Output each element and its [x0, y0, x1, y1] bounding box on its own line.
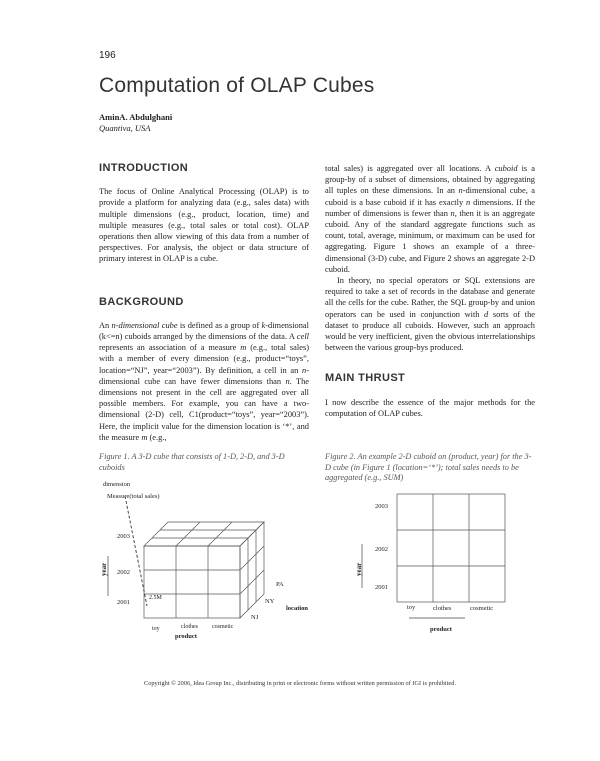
product-label-toy: toy: [407, 604, 416, 611]
main-thrust-paragraph: I now describe the essence of the major methods for the computation of OLAP cubes.: [325, 397, 535, 418]
cube-grid: [144, 522, 264, 618]
product-axis-label: product: [430, 626, 452, 633]
cell-value-label: 2.5M: [149, 595, 162, 601]
product-axis-label: product: [175, 633, 197, 640]
dimension-label: dimension: [103, 481, 131, 488]
location-label-nj: NJ: [251, 614, 259, 621]
cuboid-grid: [397, 494, 505, 602]
article-title: Computation of OLAP Cubes: [99, 74, 375, 97]
figure2-cuboid-diagram: [325, 476, 545, 646]
section-heading-main-thrust: MAIN THRUST: [325, 372, 406, 385]
year-label-2003: 2003: [375, 503, 388, 510]
location-label-ny: NY: [265, 598, 275, 605]
location-axis-label: location: [286, 605, 309, 612]
year-axis-label: year: [100, 562, 108, 576]
year-label-2001: 2001: [117, 599, 130, 606]
measure-label: Measure(total sales): [107, 493, 160, 500]
background-paragraph: An n-dimensional cube is defined as a group of k-dimensional (k<=n) cuboids arranged by the dimensions of the data. A cell represents an association of a measure m (e.g., total sales) with a member of every dimension (e.g., product=“toys”, location=“NJ”, year=“2003”). By definition, a cell in an n-dimensional cube can have fewer dimensions than n. The dimensions not present in the cell are aggregated over all possible members. For example, you can have a two-dimensional (2-D) cell, C1(product=“toys”, year=“2003”). Here, the implicit value for the dimension location is ‘*’, and the measure m (e.g.,: [99, 320, 309, 442]
product-label-toy: toy: [152, 626, 160, 632]
product-label-cosmetic: cosmetic: [212, 624, 234, 630]
figure1-caption: Figure 1. A 3-D cube that consists of 1-D, 2-D, and 3-D cuboids: [99, 452, 285, 472]
section-heading-background: BACKGROUND: [99, 295, 184, 308]
product-label-clothes: clothes: [181, 624, 198, 630]
left-column: [99, 163, 309, 453]
figure2-caption: Figure 2. An example 2-D cuboid on (product, year) for the 3-D cube (in Figure 1 (location=‘*’); total sales needs to be aggregated (e.g., SUM): [325, 452, 532, 482]
right-column: [325, 163, 535, 429]
year-axis-label: year: [355, 562, 363, 576]
copyright-footer: Copyright © 2006, Idea Group Inc., distributing in print or electronic forms without written permission of IGI is prohibited.: [144, 680, 456, 687]
cuboid-paragraph: total sales) is aggregated over all locations. A cuboid is a group-by of a subset of dimensions, obtained by aggregating all tuples on these dimensions. In an n-dimensional cube, a cuboid is a base cuboid if it has exactly n dimensions. If the number of dimensions is fewer than n, then it is an aggregate cuboid. Any of the standard aggregate functions such as count, total, average, minimum, or maximum can be used for aggregating. Figure 1 shows an example of a three-dimensional (3-D) cube, and Figure 2 shows an aggregate 2-D cuboid.: [325, 164, 536, 274]
year-label-2002: 2002: [375, 546, 388, 553]
page-number: 196: [99, 50, 116, 61]
year-label-2001: 2001: [375, 584, 388, 591]
introduction-paragraph: The focus of Online Analytical Processing (OLAP) is to provide a platform for analyzing data (e.g., sales data) with multiple dimensions (e.g., product, location, time) and multiple measures (e.g., total sales or total cost). OLAP operations then allow viewing of this data from a number of perspectives. For analysis, the object or data structure of primary interest in OLAP is a cube.: [99, 187, 309, 264]
sql-paragraph: In theory, no special operators or SQL extensions are required to take a set of records in the database and generate all the cells for the cube. Rather, the SQL group-by and union operators can be used in conjunction with d sorts of the dataset to produce all cuboids. However, such an approach would be very inefficient, given the obvious interrelationships between the various group-bys produced.: [325, 276, 536, 353]
author-name: AminA. Abdulghani: [99, 112, 173, 122]
product-label-clothes: clothes: [433, 605, 452, 612]
year-label-2003: 2003: [117, 533, 130, 540]
figure1-cube-diagram: [99, 476, 319, 646]
year-label-2002: 2002: [117, 569, 130, 576]
product-label-cosmetic: cosmetic: [470, 605, 494, 612]
location-label-pa: PA: [276, 581, 284, 588]
section-heading-introduction: INTRODUCTION: [99, 162, 189, 174]
author-affiliation: Quantiva, USA: [99, 123, 151, 133]
